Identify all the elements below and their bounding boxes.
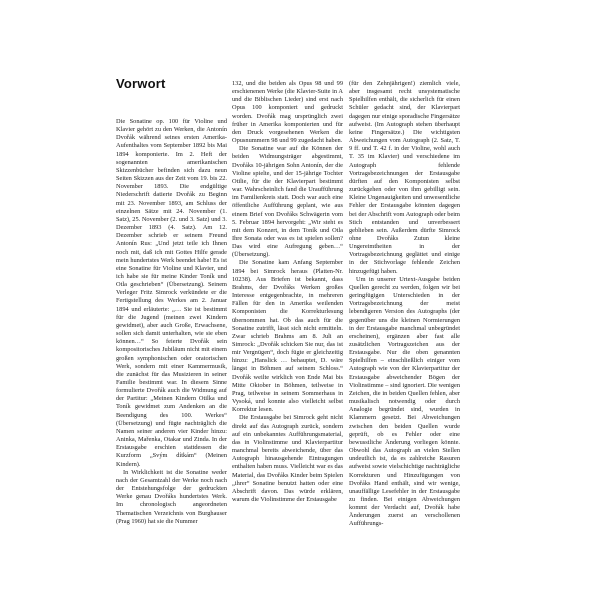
paragraph: Die Erstausgabe bei Simrock geht nicht direkt auf das Autograph zurück, sondern auf ein unbekanntes Aufführungsmaterial, das in Violinstimme und Klavierpartitur manchmal bereits abweichende, über das Autograph hinausgehende Eintragungen enthalten haben muss. Vielleicht war es das Material, das Dvořáks Kinder beim Spielen „ihrer“ Sonatine benutzt hatten oder eine Abschrift davon. Das würde erklären, warum die Violinstimme der Erstausgabe: [232, 414, 343, 503]
paragraph: Die Sonatine war auf die Können der beiden Widmungsträger abgestimmt, Dvořáks 10-jährigen Sohn Antonín, der die Violine spielte, und der 15-jährige Tochter Otilie, für die der Klavierpart bestimmt war. Wahrscheinlich fand die Uraufführung im Familienkreis statt. Doch war auch eine öffentliche Aufführung geplant, wie aus einem Brief von Dvořáks Schwägerin vom 5. Februar 1894 hervorgeht: „Wir steht es mit dem Konzert, in dem Toník und Otla Ihre Sonata oder was es ist spielen sollen? Das wird eine Aufregung geben…“ (Übersetzung).: [232, 145, 343, 259]
page-title: Vorwort: [116, 76, 166, 91]
paragraph: Die Sonatine kam Anfang September 1894 bei Simrock heraus (Platten-Nr. 10238). Aus Briefen ist bekannt, dass Brahms, der Dvořáks Werken großes Interesse entgegenbrachte, in mehreren Fällen für den in Amerika weilenden Komponisten die Korrekturlesung übernommen hat. Ob das auch für die Sonatine zutrifft, lässt sich nicht ermitteln. Zwar schrieb Brahms am 8. Juli an Simrock: „Dvořák schicken Sie nur, das ist mir Vergnügen“, doch fügte er gleichzeitig hinzu: „Hanslick … behauptet, D. wäre längst in Böhmen auf seinem Schloss.“ Dvořák weilte wirklich von Ende Mai bis Mitte Oktober in Böhmen, teilweise in Prag, teilweise in seinem Sommerhaus in Vysoká, und konnte also vielleicht selbst Korrektur lesen.: [232, 259, 343, 414]
paragraph: 132, und die beiden als Opus 98 und 99 erschienenen Werke (die Klavier-Suite in A und die Biblischen Lieder) sind erst nach Opus 100 komponiert und gedruckt worden. Dvořák mag ursprünglich zwei früher in Amerika komponierten und für den Druck vorgesehenen Werken die Opusnummern 98 und 99 zugedacht haben.: [232, 80, 343, 145]
text-column-2: [232, 80, 343, 504]
paragraph: In Wirklichkeit ist die Sonatine weder nach der Gesamtzahl der Werke noch nach der Entstehungsfolge der gedruckten Werke genau Dvořáks hundertstes Werk. Im chronologisch angeordneten Thematischen Verzeichnis von Burghauser (Prag 1960) hat sie die Nummer: [116, 468, 227, 525]
paragraph: Die Sonatine op. 100 für Violine und Klavier gehört zu den Werken, die Antonín Dvořák während seines ersten Amerika-Aufenthaltes vom September 1892 bis Mai 1894 komponierte. Im 2. Heft der sogenannten amerikanischen Skizzenbücher befinden sich dazu neun Seiten Skizzen aus der Zeit vom 19. bis 22. November 1893. Die endgültige Niederschrift datierte Dvořák zu Beginn mit 23. November 1893, am Schluss der einzelnen Sätze mit 24. November (1. Satz), 25. November (2. und 3. Satz) und 3. Dezember 1893 (4. Satz). Am 12. Dezember schrieb er seinem Freund Antonín Rus: „Und jetzt teile ich Ihnen noch mit, daß ich mit Gottes Hilfe gerade mein hundertstes Werk beendet habe! Es ist eine Sonatine für Violine und Klavier, und ich habe sie für meine Kinder Toník und Otla geschrieben“ (Übersetzung). Seinem Verleger Fritz Simrock verkündete er die Fertigstellung des Werkes am 2. Januar 1894 und erläuterte: „… Sie ist bestimmt für die Jugend (meinen zwei Kindern gewidmet), aber auch Große, Erwachsene, sollen sich damit unterhalten, wie sie eben können…“ So feierte Dvořák sein kompositorisches Jubiläum nicht mit einem großen symphonischen oder oratorischen Werk, sondern mit einer Kammermusik, die zunächst für das Musizieren in seiner Familie bestimmt war. In diesem Sinne formulierte Dvořák auch die Widmung auf der Partitur: „Meinen Kindern Otilka und Toník gewidmet zum Andenken an die Beendigung des 100. Werkes“ (Übersetzung) und fügte nachträglich die Namen seiner anderen vier Kinder hinzu: Aninka, Mařenka, Otakar und Zinda. In der Erstausgabe erschien stattdessen die Kurzform „Svým dítkám“ (Meinen Kindern).: [116, 118, 227, 468]
paragraph: (für den Zehnjährigen!) ziemlich viele, aber insgesamt recht unsystematische Spielhilfen enthält, die sicherlich für einen Schüler gedacht sind, der Klavierpart dagegen nur einige sporadische Fingersätze aufweist. (Im Autograph stehen überhaupt keine Fingersätze.) Die wichtigsten Abweichungen vom Autograph (2. Satz, T. 9 ff. und T. 42 f. in der Violine, wohl auch T. 35 im Klavier) und verschiedene im Autograph fehlende Vortragsbezeichnungen der Erstausgabe dürften auf den Komponisten selbst zurückgehen oder von ihm gebilligt sein. Kleine Ungenauigkeiten und unwesentliche Fehler der Erstausgabe könnten dagegen bei der Abschrift vom Autograph oder beim Stich entstanden und unverbessert geblieben sein. Außerdem dürfte Simrock ohne Dvořáks Zutun kleine Ungereimtheiten in der Vortragsbezeichnung geglättet und einige in der Stichvorlage fehlende Zeichen hinzugefügt haben.: [349, 80, 460, 275]
paragraph: Um in unserer Urtext-Ausgabe beiden Quellen gerecht zu werden, folgen wir bei geringfügigen Unterschieden in der Vortragsbezeichnung der meist lebendigeren Version des Autographs (der gegenüber uns die kleinen Normierungen in der Erstausgabe manchmal unbegründet erscheinen), ergänzen aber fast alle zusätzlichen Vortragszeichen aus der Erstausgabe. Nur die oben genannten Spielhilfen – einschließlich einiger vom Autograph wie von der Klavierpartitur der Erstausgabe abweichender Bögen der Violinstimme – sind ignoriert. Die wenigen Zeichen, die in beiden Quellen fehlen, aber musikalisch notwendig oder durch Analogie begründet sind, wurden in Klammern gesetzt. Bei Abweichungen zwischen den beiden Quellen wurde geprüft, ob es Fehler oder eine bewusstliche Änderung vorliegen könnte. Obwohl das Autograph an vielen Stellen undeutlich ist, da es zahlreiche Rasuren aufweist sowie vielschichtige nachträgliche Korrekturen und Hinzufügungen von Dvořáks Hand enthält, sind wir wenige, unauffällige Lesefehler in der Erstausgabe zu finden. Bei einigen Abweichungen kommt der Verdacht auf, Dvořák habe Änderungen zuerst an verschollenen Aufführungs-: [349, 275, 460, 528]
text-column-1: [116, 118, 227, 526]
text-column-3: [349, 80, 460, 529]
